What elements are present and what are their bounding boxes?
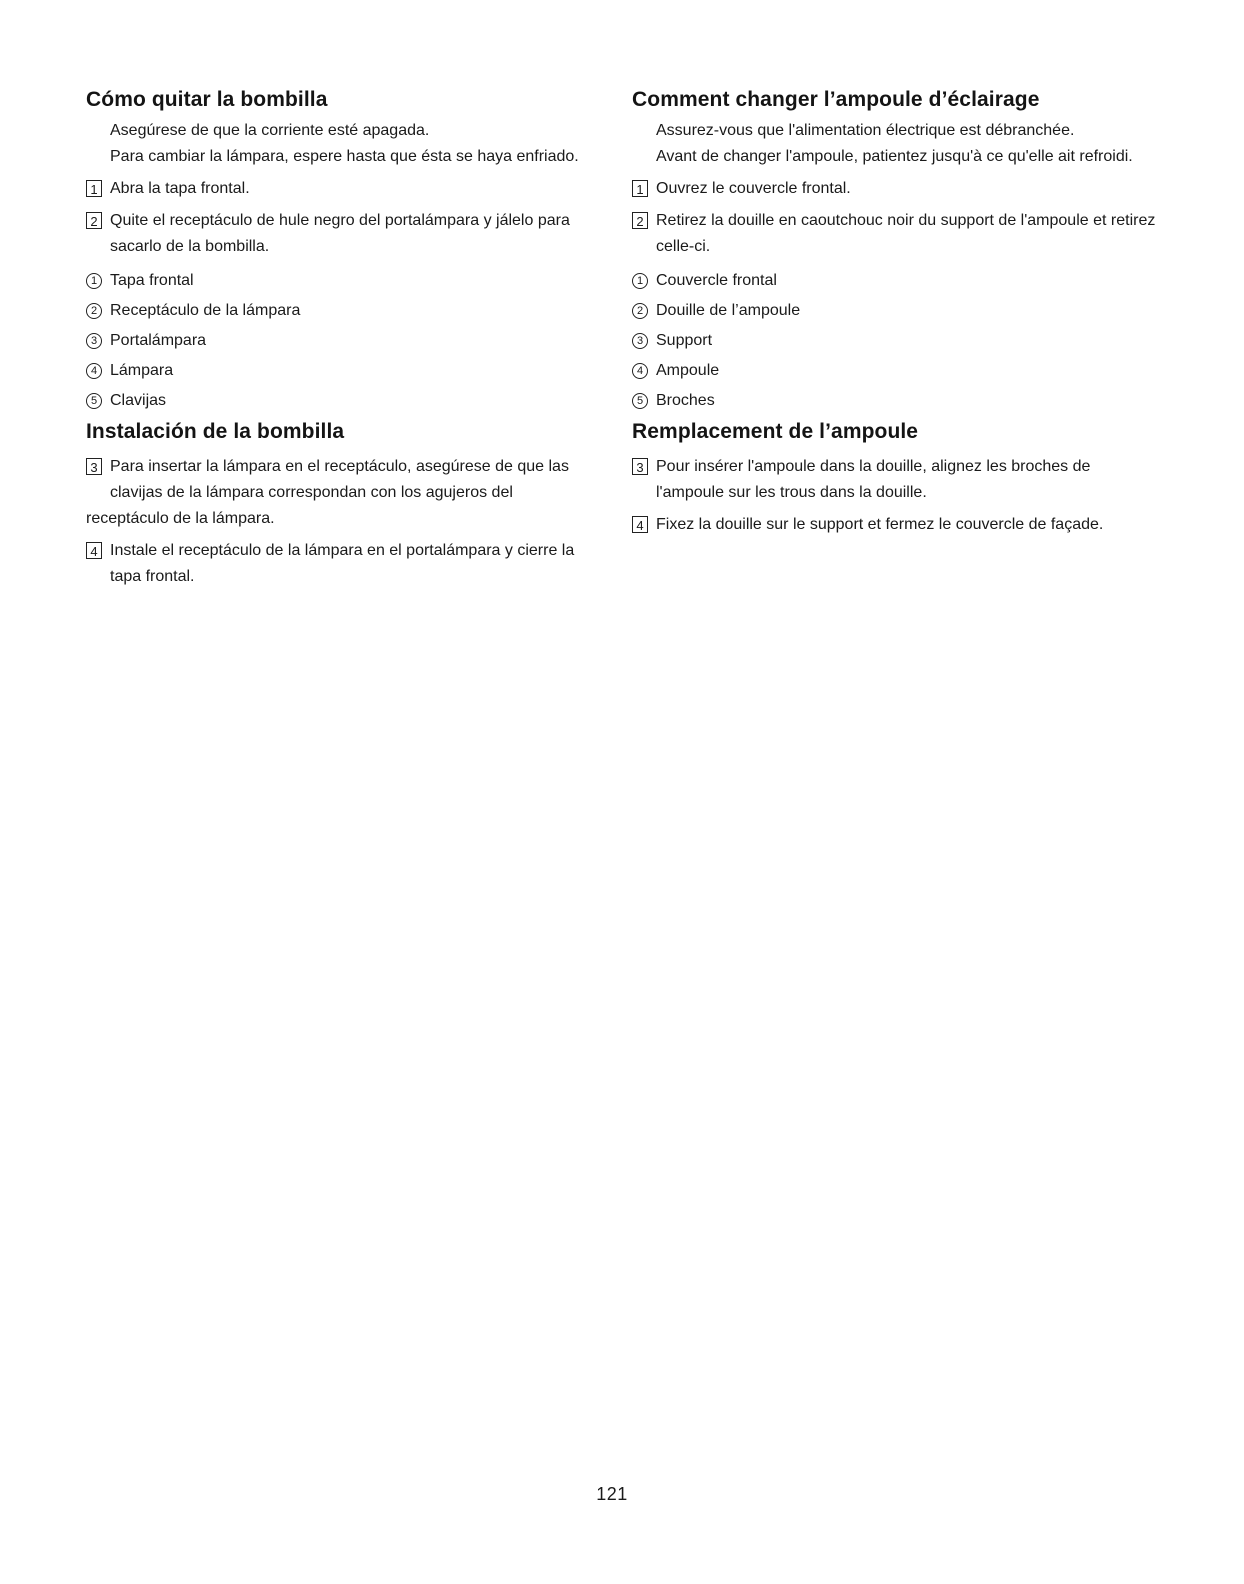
page-number: 121 <box>596 1484 628 1504</box>
list-item <box>86 356 606 386</box>
step-item <box>632 176 1157 202</box>
part-label: Ampoule <box>656 362 720 379</box>
step-text: Instale el receptáculo de la lámpara en el portalámpara y cierre la tapa frontal. <box>110 542 575 585</box>
list-item <box>632 266 1157 296</box>
spanish-column <box>86 88 606 596</box>
intro-line: Assurez-vous que l'alimentation électrique est débranchée. <box>656 122 1075 139</box>
section-title-install-bulb-es: Instalación de la bombilla <box>86 420 345 443</box>
circled-number: 4 <box>632 363 648 379</box>
parts-list-fr <box>632 266 1157 416</box>
list-item <box>632 356 1157 386</box>
circled-number: 2 <box>86 303 102 319</box>
step-text: Ouvrez le couvercle frontal. <box>656 180 851 197</box>
step-text: Retirez la douille en caoutchouc noir du support de l'ampoule et retirez celle-ci. <box>656 212 1156 255</box>
section-title-remove-bulb-es: Cómo quitar la bombilla <box>86 88 328 111</box>
list-item <box>86 266 606 296</box>
list-item <box>86 296 606 326</box>
step-text: Fixez la douille sur le support et fermez le couvercle de façade. <box>656 516 1104 533</box>
part-label: Support <box>656 332 713 349</box>
part-label: Couvercle frontal <box>656 272 777 289</box>
circled-number: 3 <box>632 333 648 349</box>
step-number-box: 4 <box>86 542 102 559</box>
step-text: Quite el receptáculo de hule negro del portalámpara y jálelo para sacarlo de la bombilla. <box>110 212 570 255</box>
parts-list-es <box>86 266 606 416</box>
step-number-box: 1 <box>86 180 102 197</box>
circled-number: 2 <box>632 303 648 319</box>
step-item <box>86 538 606 590</box>
intro-line: Para cambiar la lámpara, espere hasta que ésta se haya enfriado. <box>110 148 579 165</box>
part-label: Tapa frontal <box>110 272 194 289</box>
circled-number: 1 <box>86 273 102 289</box>
step-item <box>86 208 606 260</box>
step-item <box>632 454 1157 506</box>
part-label: Lámpara <box>110 362 174 379</box>
part-label: Douille de l’ampoule <box>656 302 801 319</box>
list-item <box>632 386 1157 416</box>
step-text: Abra la tapa frontal. <box>110 180 250 197</box>
circled-number: 1 <box>632 273 648 289</box>
circled-number: 5 <box>86 393 102 409</box>
list-item <box>632 296 1157 326</box>
intro-text-fr <box>632 118 1157 170</box>
step-text: Pour insérer l'ampoule dans la douille, alignez les broches de l'ampoule sur les trous dans la douille. <box>656 458 1091 501</box>
step-number-box: 4 <box>632 516 648 533</box>
circled-number: 4 <box>86 363 102 379</box>
part-label: Clavijas <box>110 392 167 409</box>
intro-line: Avant de changer l'ampoule, patientez jusqu'à ce qu'elle ait refroidi. <box>656 148 1133 165</box>
french-column <box>632 88 1157 544</box>
step-number-box: 1 <box>632 180 648 197</box>
step-item <box>86 176 606 202</box>
list-item <box>632 326 1157 356</box>
section-title-remove-bulb-fr: Comment changer l’ampoule d’éclairage <box>632 88 1040 111</box>
step-text: Para insertar la lámpara en el receptáculo, asegúrese de que las clavijas de la lámpara correspondan con los agujeros del <box>110 458 569 501</box>
list-item <box>86 386 606 416</box>
step-number-box: 2 <box>86 212 102 229</box>
step-number-box: 3 <box>632 458 648 475</box>
step-item <box>632 208 1157 260</box>
circled-number: 3 <box>86 333 102 349</box>
step-item <box>86 454 606 532</box>
step-number-box: 3 <box>86 458 102 475</box>
intro-text-es <box>86 118 606 170</box>
list-item <box>86 326 606 356</box>
part-label: Receptáculo de la lámpara <box>110 302 301 319</box>
part-label: Portalámpara <box>110 332 207 349</box>
part-label: Broches <box>656 392 715 409</box>
section-title-install-bulb-fr: Remplacement de l’ampoule <box>632 420 919 443</box>
circled-number: 5 <box>632 393 648 409</box>
step-number-box: 2 <box>632 212 648 229</box>
intro-line: Asegúrese de que la corriente esté apagada. <box>110 122 430 139</box>
step-text-continuation: receptáculo de la lámpara. <box>86 510 275 527</box>
step-item <box>632 512 1157 538</box>
